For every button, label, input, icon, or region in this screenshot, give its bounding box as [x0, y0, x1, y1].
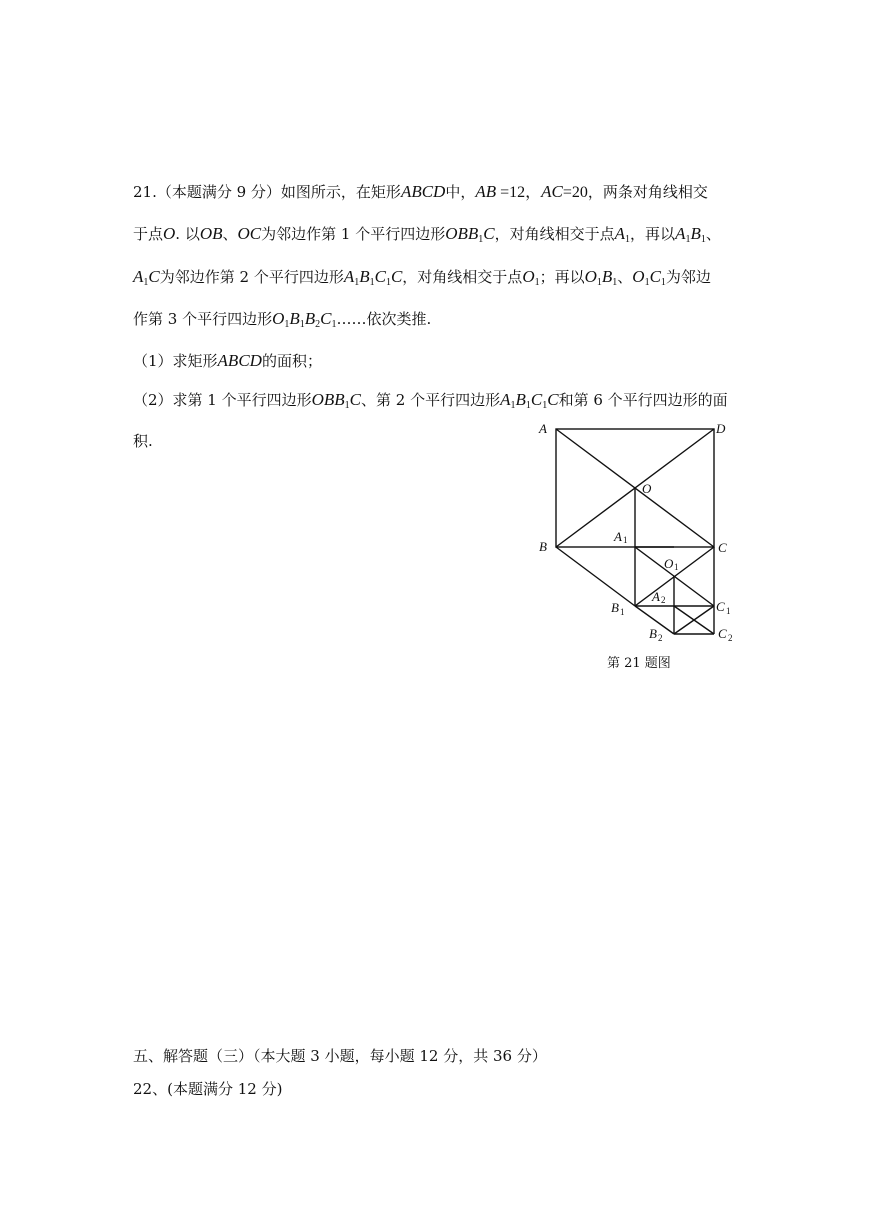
- label-c1-sub: 1: [726, 606, 731, 616]
- t: C: [530, 390, 543, 409]
- problem21-line1: [133, 182, 708, 203]
- sub: 1: [525, 400, 531, 411]
- t: B: [289, 309, 300, 328]
- label-a2-sub: 2: [661, 595, 666, 605]
- label-c: C: [718, 540, 727, 555]
- math-a1c: [133, 267, 160, 286]
- sub: 1: [284, 319, 290, 330]
- label-b: B: [539, 539, 547, 554]
- edge-bb1: [556, 547, 635, 606]
- sub: 1: [478, 234, 484, 245]
- figure-caption: 第 21 题图: [607, 656, 671, 671]
- t: C: [483, 224, 495, 243]
- label-b2: B: [649, 626, 657, 641]
- sub: 1: [299, 319, 305, 330]
- math-rect: ABCD: [217, 351, 262, 370]
- sub: 1: [344, 400, 350, 411]
- math-rect: ABCD: [400, 182, 446, 201]
- math-obb1c: [445, 224, 494, 243]
- label-b2-sub: 2: [658, 633, 663, 643]
- math-o: O: [163, 224, 176, 243]
- sub: 1: [660, 277, 666, 288]
- t: C: [349, 390, 362, 409]
- text: ，两条对角线相交: [587, 183, 708, 201]
- problem21-line2: [133, 224, 721, 244]
- text: ，对角线相交于点: [494, 225, 615, 243]
- text: ，对角线相交于点: [402, 268, 523, 286]
- math-a1: [615, 224, 630, 243]
- problem21-line3: [133, 267, 711, 287]
- math-a1b1c1c: [500, 390, 558, 409]
- math-o1b1b2c1: [272, 309, 336, 328]
- problem21-line4: [133, 309, 431, 329]
- math-obb1c: [312, 390, 361, 409]
- text: 于点: [133, 225, 164, 243]
- text: ……依次类推.: [336, 310, 432, 328]
- text: 的面积；: [261, 352, 322, 370]
- t: B: [690, 224, 701, 243]
- math-ab: AB: [475, 182, 497, 201]
- text: （1）求矩形: [133, 352, 218, 370]
- t: A: [343, 267, 355, 286]
- sub: 1: [369, 277, 375, 288]
- text: 、: [705, 225, 721, 243]
- t: O: [632, 267, 645, 286]
- sub: 1: [542, 400, 548, 411]
- problem-22-title: 22、(本题满分 12 分): [133, 1080, 283, 1098]
- text: 为邻边作第 1 个平行四边形: [261, 225, 446, 243]
- sub: 2: [315, 319, 321, 330]
- question-1: [133, 351, 322, 371]
- label-a: A: [539, 421, 547, 436]
- t: B: [601, 267, 613, 286]
- math-ac: AC: [541, 182, 563, 201]
- sub: 1: [644, 277, 650, 288]
- label-a1-sub: 1: [623, 535, 628, 545]
- text: 作第 3 个平行四边形: [133, 310, 273, 328]
- label-a1: A: [614, 529, 622, 544]
- sub: 1: [612, 277, 618, 288]
- text: ；再以: [539, 268, 585, 286]
- label-b1-sub: 1: [620, 607, 625, 617]
- label-a2: A: [652, 589, 660, 604]
- math-eq: =12，: [496, 184, 542, 201]
- question-2-cont: [133, 431, 153, 451]
- sub: 1: [685, 234, 691, 245]
- math-oc: OC: [237, 224, 262, 243]
- label-d: D: [716, 421, 726, 436]
- label-c2-sub: 2: [728, 633, 733, 643]
- t: O: [584, 267, 597, 286]
- text: 、第 2 个平行四边形: [361, 391, 501, 409]
- text: ，再以: [630, 225, 676, 243]
- label-b1: B: [611, 600, 619, 615]
- sub: 1: [534, 277, 540, 288]
- label-c1: C: [716, 599, 725, 614]
- sub: 1: [596, 277, 602, 288]
- label-o1-sub: 1: [674, 562, 679, 572]
- t: O: [522, 267, 535, 286]
- sub: 1: [354, 277, 360, 288]
- math-eq: =20: [562, 184, 588, 201]
- t: C: [148, 267, 160, 286]
- math-o1: [522, 267, 539, 286]
- question-2: [133, 390, 728, 410]
- label-c2: C: [718, 626, 727, 641]
- t: C: [649, 267, 661, 286]
- t: OBB: [311, 390, 345, 409]
- geometry-figure: [530, 415, 750, 650]
- sub: 1: [385, 277, 391, 288]
- text: 中，: [445, 183, 476, 201]
- math-a1b1c1c: [344, 267, 402, 286]
- text: 为邻边作第 2 个平行四边形: [159, 268, 344, 286]
- sub: 1: [700, 234, 706, 245]
- t: A: [614, 224, 626, 243]
- math-o1b1: [585, 267, 618, 286]
- t: B: [359, 267, 370, 286]
- t: C: [320, 309, 332, 328]
- math-a1b1: [675, 224, 706, 243]
- math-o1c1: [632, 267, 666, 286]
- text: . 以: [175, 225, 200, 243]
- text: 、: [617, 268, 633, 286]
- t: B: [304, 309, 316, 328]
- label-o: O: [642, 481, 652, 496]
- t: O: [272, 309, 285, 328]
- text: 21.（本题满分 9 分）如图所示，在矩形: [133, 183, 401, 201]
- text: 、: [222, 225, 238, 243]
- t: B: [515, 390, 526, 409]
- label-o1: O: [664, 556, 674, 571]
- t: A: [133, 267, 144, 286]
- sub: 1: [331, 319, 337, 330]
- sub: 1: [143, 277, 149, 288]
- t: C: [390, 267, 403, 286]
- sub: 1: [625, 234, 631, 245]
- math-ob: OB: [199, 224, 223, 243]
- t: C: [374, 267, 386, 286]
- t: A: [500, 390, 511, 409]
- section-heading: 五、解答题（三）（本大题 3 小题，每小题 12 分，共 36 分）: [133, 1047, 547, 1065]
- text: 为邻边: [665, 268, 711, 286]
- t: A: [675, 224, 686, 243]
- text: （2）求第 1 个平行四边形: [133, 391, 312, 409]
- text: 积.: [133, 432, 153, 450]
- text: 和第 6 个平行四边形的面: [558, 391, 728, 409]
- t: C: [547, 390, 559, 409]
- sub: 1: [510, 400, 516, 411]
- t: OBB: [445, 224, 479, 243]
